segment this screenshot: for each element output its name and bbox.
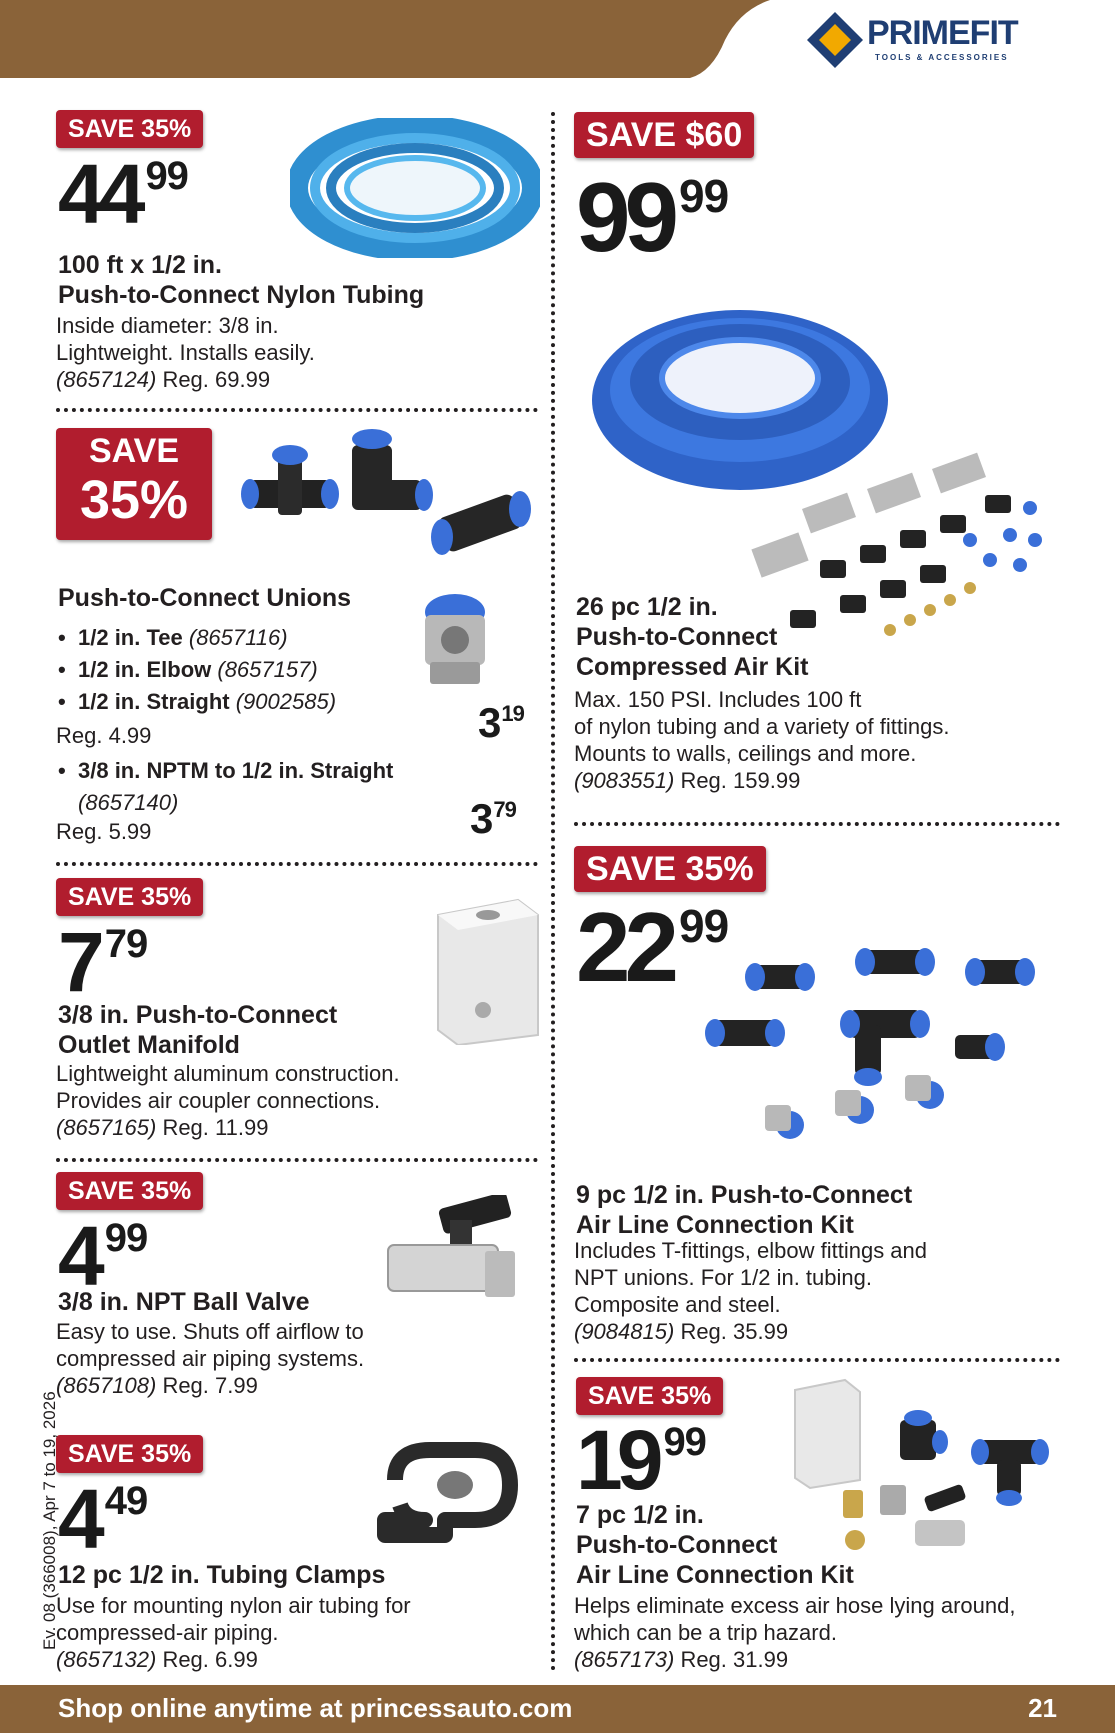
manifold-description xyxy=(56,1060,400,1141)
sku: (8657173) xyxy=(574,1647,675,1672)
title-line: Air Line Connection Kit xyxy=(576,1211,854,1239)
nylon-tubing-image xyxy=(290,118,540,258)
brand-name: PRIMEFIT xyxy=(867,14,1018,52)
price-cents: 79 xyxy=(493,797,516,822)
title-line: 7 pc 1/2 in. xyxy=(576,1501,704,1529)
price-dollars: 4 xyxy=(58,1472,99,1566)
tubing-title xyxy=(58,250,424,310)
regular-price: Reg. 35.99 xyxy=(680,1319,789,1344)
list-item: • 1/2 in. Elbow (8657157) xyxy=(58,657,318,682)
section-divider xyxy=(574,822,1060,826)
price-dollars: 7 xyxy=(58,915,99,1009)
brand-subtitle: TOOLS & ACCESSORIES xyxy=(875,53,1009,62)
price-cents: 99 xyxy=(679,170,729,222)
price-dollars: 3 xyxy=(470,795,492,842)
unions-reg2: Reg. 5.99 xyxy=(56,819,152,844)
diamond-logo-icon xyxy=(805,10,865,70)
unions-item4 xyxy=(58,755,393,819)
manifold-image xyxy=(428,895,543,1045)
title-line: 100 ft x 1/2 in. xyxy=(58,251,222,279)
clamps-title: 12 pc 1/2 in. Tubing Clamps xyxy=(58,1561,386,1589)
title-line: 26 pc 1/2 in. xyxy=(576,593,718,621)
tubing-description xyxy=(56,312,315,393)
item-name: 1/2 in. Straight xyxy=(78,689,230,714)
tubing-save-badge: SAVE 35% xyxy=(56,110,203,148)
desc-line: Use for mounting nylon air tubing for xyxy=(56,1593,411,1618)
kit7-save-badge: SAVE 35% xyxy=(576,1377,723,1415)
airkit-title xyxy=(576,592,808,682)
valve-description xyxy=(56,1318,364,1399)
desc-line: compressed air piping systems. xyxy=(56,1346,365,1371)
sku: (8657116) xyxy=(188,625,288,650)
sku: (8657140) xyxy=(78,790,179,815)
price-dollars: 22 xyxy=(576,892,674,1002)
unions-save-badge xyxy=(56,428,212,540)
price-dollars: 4 xyxy=(58,1209,99,1303)
title-line: Compressed Air Kit xyxy=(576,653,809,681)
unions-title: Push-to-Connect Unions xyxy=(58,584,352,612)
title-line: Push-to-Connect xyxy=(576,623,778,651)
page-number: 21 xyxy=(1028,1693,1057,1723)
section-divider xyxy=(574,1358,1060,1362)
desc-line: of nylon tubing and a variety of fittings. xyxy=(574,714,950,739)
desc-line: Mounts to walls, ceilings and more. xyxy=(574,741,917,766)
regular-price: Reg. 69.99 xyxy=(162,367,271,392)
price-dollars: 44 xyxy=(58,147,140,241)
desc-line: Helps eliminate excess air hose lying around, xyxy=(574,1593,1016,1618)
price-cents: 19 xyxy=(501,701,524,726)
item-name: 1/2 in. Elbow xyxy=(78,657,212,682)
kit9-save-badge: SAVE 35% xyxy=(574,846,766,892)
kit9-description xyxy=(574,1237,927,1345)
sku: (9084815) xyxy=(574,1319,675,1344)
title-line: Outlet Manifold xyxy=(58,1031,240,1059)
valve-save-badge: SAVE 35% xyxy=(56,1172,203,1210)
price-cents: 99 xyxy=(104,1216,148,1260)
badge-line: 35% xyxy=(79,470,189,530)
airkit-save-badge: SAVE $60 xyxy=(574,112,754,158)
regular-price: Reg. 6.99 xyxy=(162,1647,258,1672)
price-cents: 49 xyxy=(104,1479,148,1523)
badge-line: SAVE xyxy=(88,432,180,470)
regular-price: Reg. 159.99 xyxy=(680,768,801,793)
sku: (9002585) xyxy=(235,689,337,714)
kit9-title xyxy=(576,1180,912,1240)
title-line: Push-to-Connect Nylon Tubing xyxy=(58,281,425,309)
clamps-price xyxy=(58,1472,148,1566)
desc-line: Includes T-fittings, elbow fittings and xyxy=(574,1238,928,1263)
nine-piece-kit-image xyxy=(695,945,1055,1165)
tubing-clamp-image xyxy=(375,1440,525,1550)
unions-reg1: Reg. 4.99 xyxy=(56,723,152,748)
desc-line: Easy to use. Shuts off airflow to xyxy=(56,1319,364,1344)
primefit-logo xyxy=(805,10,1025,70)
kit7-title xyxy=(576,1500,854,1590)
tubing-price xyxy=(58,147,188,241)
item-name: 3/8 in. NPTM to 1/2 in. Straight xyxy=(78,758,394,783)
nptm-union-image xyxy=(410,590,500,690)
list-item: • 3/8 in. NPTM to 1/2 in. Straight xyxy=(58,758,394,783)
valve-title: 3/8 in. NPT Ball Valve xyxy=(58,1288,310,1316)
section-divider xyxy=(56,1158,538,1162)
price-cents: 79 xyxy=(104,922,148,966)
kit7-price xyxy=(576,1413,706,1507)
column-divider xyxy=(551,112,555,1672)
desc-line: compressed-air piping. xyxy=(56,1620,279,1645)
footer-band xyxy=(0,1685,1115,1733)
price-dollars: 3 xyxy=(478,699,500,746)
airkit-price xyxy=(576,162,729,272)
title-line: 9 pc 1/2 in. Push-to-Connect xyxy=(576,1181,913,1209)
sku: (8657124) xyxy=(56,367,157,392)
price-cents: 99 xyxy=(663,1420,706,1464)
title-line: Push-to-Connect xyxy=(576,1531,778,1559)
sku: (8657165) xyxy=(56,1115,157,1140)
kit7-description xyxy=(574,1592,1015,1673)
regular-price: Reg. 11.99 xyxy=(162,1115,269,1140)
valve-price xyxy=(58,1209,148,1303)
event-side-note: Ev. 08 (366008), Apr 7 to 19, 2026 xyxy=(40,1391,59,1650)
manifold-price xyxy=(58,915,148,1009)
price-cents: 99 xyxy=(679,900,729,952)
manifold-title xyxy=(58,1000,337,1060)
section-divider xyxy=(56,862,538,866)
title-line: 3/8 in. Push-to-Connect xyxy=(58,1001,338,1029)
unions-price2 xyxy=(470,795,516,842)
desc-line: Composite and steel. xyxy=(574,1292,781,1317)
airkit-description xyxy=(574,686,949,794)
price-dollars: 19 xyxy=(576,1413,658,1507)
desc-line: Provides air coupler connections. xyxy=(56,1088,381,1113)
clamps-save-badge: SAVE 35% xyxy=(56,1435,203,1473)
price-cents: 99 xyxy=(145,154,188,198)
regular-price: Reg. 31.99 xyxy=(680,1647,789,1672)
list-item: • 1/2 in. Tee (8657116) xyxy=(58,625,288,650)
sku: (8657157) xyxy=(217,657,318,682)
desc-line: Max. 150 PSI. Includes 100 ft xyxy=(574,687,862,712)
price-dollars: 99 xyxy=(576,162,674,272)
regular-price: Reg. 7.99 xyxy=(162,1373,258,1398)
unions-list xyxy=(58,622,336,718)
list-item: • 1/2 in. Straight (9002585) xyxy=(58,689,337,714)
section-divider xyxy=(56,408,538,412)
footer-shop-link[interactable]: Shop online anytime at princessauto.com xyxy=(58,1693,573,1723)
sku: (8657132) xyxy=(56,1647,157,1672)
ball-valve-image xyxy=(380,1195,530,1315)
title-line: Air Line Connection Kit xyxy=(576,1561,854,1589)
desc-line: which can be a trip hazard. xyxy=(574,1620,837,1645)
desc-line: Lightweight aluminum construction. xyxy=(56,1061,400,1086)
unions-price1 xyxy=(478,699,524,746)
sku: (9083551) xyxy=(574,768,675,793)
desc-line: Inside diameter: 3/8 in. xyxy=(56,313,279,338)
item-name: 1/2 in. Tee xyxy=(78,625,183,650)
manifold-save-badge: SAVE 35% xyxy=(56,878,203,916)
desc-line: Lightweight. Installs easily. xyxy=(56,340,315,365)
desc-line: NPT unions. For 1/2 in. tubing. xyxy=(574,1265,872,1290)
sku: (8657108) xyxy=(56,1373,157,1398)
unions-image xyxy=(240,425,540,565)
clamps-description xyxy=(56,1592,411,1673)
